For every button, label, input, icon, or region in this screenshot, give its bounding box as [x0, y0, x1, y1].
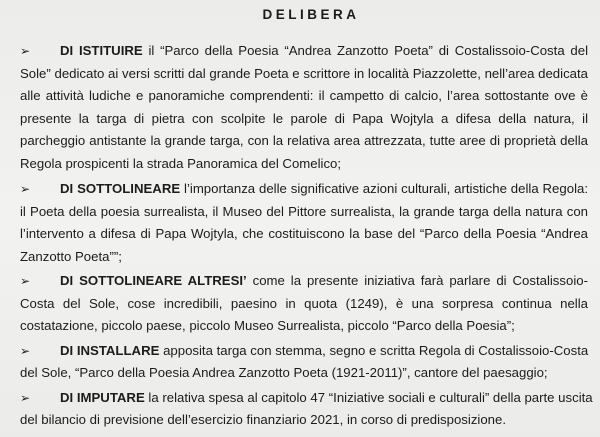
- resolution-lead: DI IMPUTARE: [60, 389, 145, 405]
- resolution-line: [20, 340, 588, 363]
- resolution-lead: DI INSTALLARE: [60, 342, 160, 358]
- arrow-bullet-icon: ➢: [20, 390, 31, 405]
- resolution-text: parcheggio antistante la grande targa, con la relativa area attrezzata, tutte aree di proprietà della: [20, 133, 588, 148]
- resolution-text: Costa del Sole, cose incredibili, paesino in quota (1249), è una sorpresa continua nella: [20, 295, 588, 311]
- resolution-text: Zanzotto Poeta””;: [20, 248, 122, 264]
- resolution-list: [20, 40, 593, 432]
- document-heading: DELIBERA: [262, 7, 360, 22]
- resolution-text: la relativa spesa al capitolo 47 “Iniziative sociali e culturali” della parte uscita: [148, 389, 593, 405]
- resolution-lead: DI ISTITUIRE: [60, 43, 143, 58]
- resolution-item: [20, 387, 593, 432]
- resolution-text: apposita targa con stemma, segno e scritta Regola di Costalissoio-Costa: [163, 342, 589, 358]
- resolution-line: [20, 270, 588, 293]
- resolution-line: [20, 85, 588, 108]
- resolution-line: [20, 315, 588, 338]
- resolution-text: del Sole, “Parco della Poesia Andrea Zanzotto Poeta (1921-2011)”, cantore del paesaggio;: [20, 365, 548, 380]
- arrow-bullet-icon: ➢: [20, 274, 31, 288]
- resolution-line: [20, 223, 588, 246]
- resolution-text: costatazione, piccolo paese, piccolo Museo Surrealista, piccolo “Parco della Poesia”;: [20, 318, 515, 333]
- resolution-line: [20, 40, 588, 63]
- resolution-item: [20, 270, 588, 338]
- resolution-text: presente la targa di pietra con scolpite le parole di Papa Wojtyla a difesa della natura, il: [20, 110, 588, 126]
- resolution-line: [20, 409, 588, 432]
- resolution-item: [20, 178, 588, 268]
- resolution-line: [20, 387, 593, 410]
- arrow-bullet-icon: ➢: [20, 182, 31, 196]
- resolution-text: del bilancio di previsione dell’esercizio finanziario 2021, in corso di predisposizione.: [20, 412, 507, 427]
- resolution-line: [20, 293, 588, 316]
- resolution-line: [20, 362, 588, 385]
- resolution-lead: DI SOTTOLINEARE: [60, 181, 181, 196]
- resolution-text: il Poeta della poesia surrealista, il Museo del Pittore surrealista, la grande targa della natura con: [20, 203, 588, 219]
- resolution-text: il “Parco della Poesia “Andrea Zanzotto Poeta” di Costalissoio-Costa del: [148, 43, 589, 58]
- resolution-line: [20, 130, 588, 153]
- resolution-text: come la presente iniziativa farà parlare di Costalissoio-: [252, 273, 588, 288]
- resolution-text: Regola prospicenti la strada Panoramica del Comelico;: [20, 155, 342, 171]
- resolution-line: [20, 201, 588, 224]
- arrow-bullet-icon: ➢: [20, 343, 31, 358]
- resolution-text: l’intervento a difesa di Papa Wojtyla, che costituiscono la base del “Parco della Poesia “Andrea: [20, 226, 588, 241]
- resolution-text: l’importanza delle significative azioni culturali, artistiche della Regola:: [184, 181, 588, 196]
- resolution-line: [20, 63, 588, 86]
- resolution-line: [20, 246, 588, 269]
- resolution-text: alle attività ludiche e panoramiche comprendenti: il campetto di calcio, l’area sottostante ove è: [20, 88, 588, 103]
- resolution-line: [20, 153, 588, 176]
- resolution-line: [20, 178, 588, 201]
- resolution-lead: DI SOTTOLINEARE ALTRESI’: [60, 273, 247, 288]
- resolution-line: [20, 108, 588, 131]
- resolution-item: [20, 40, 588, 175]
- resolution-item: [20, 340, 588, 385]
- arrow-bullet-icon: ➢: [20, 44, 31, 58]
- resolution-text: Sole” dedicato ai versi scritti dal grande Poeta e scrittore in località Piazzolette, nell’area dedicata: [20, 65, 588, 81]
